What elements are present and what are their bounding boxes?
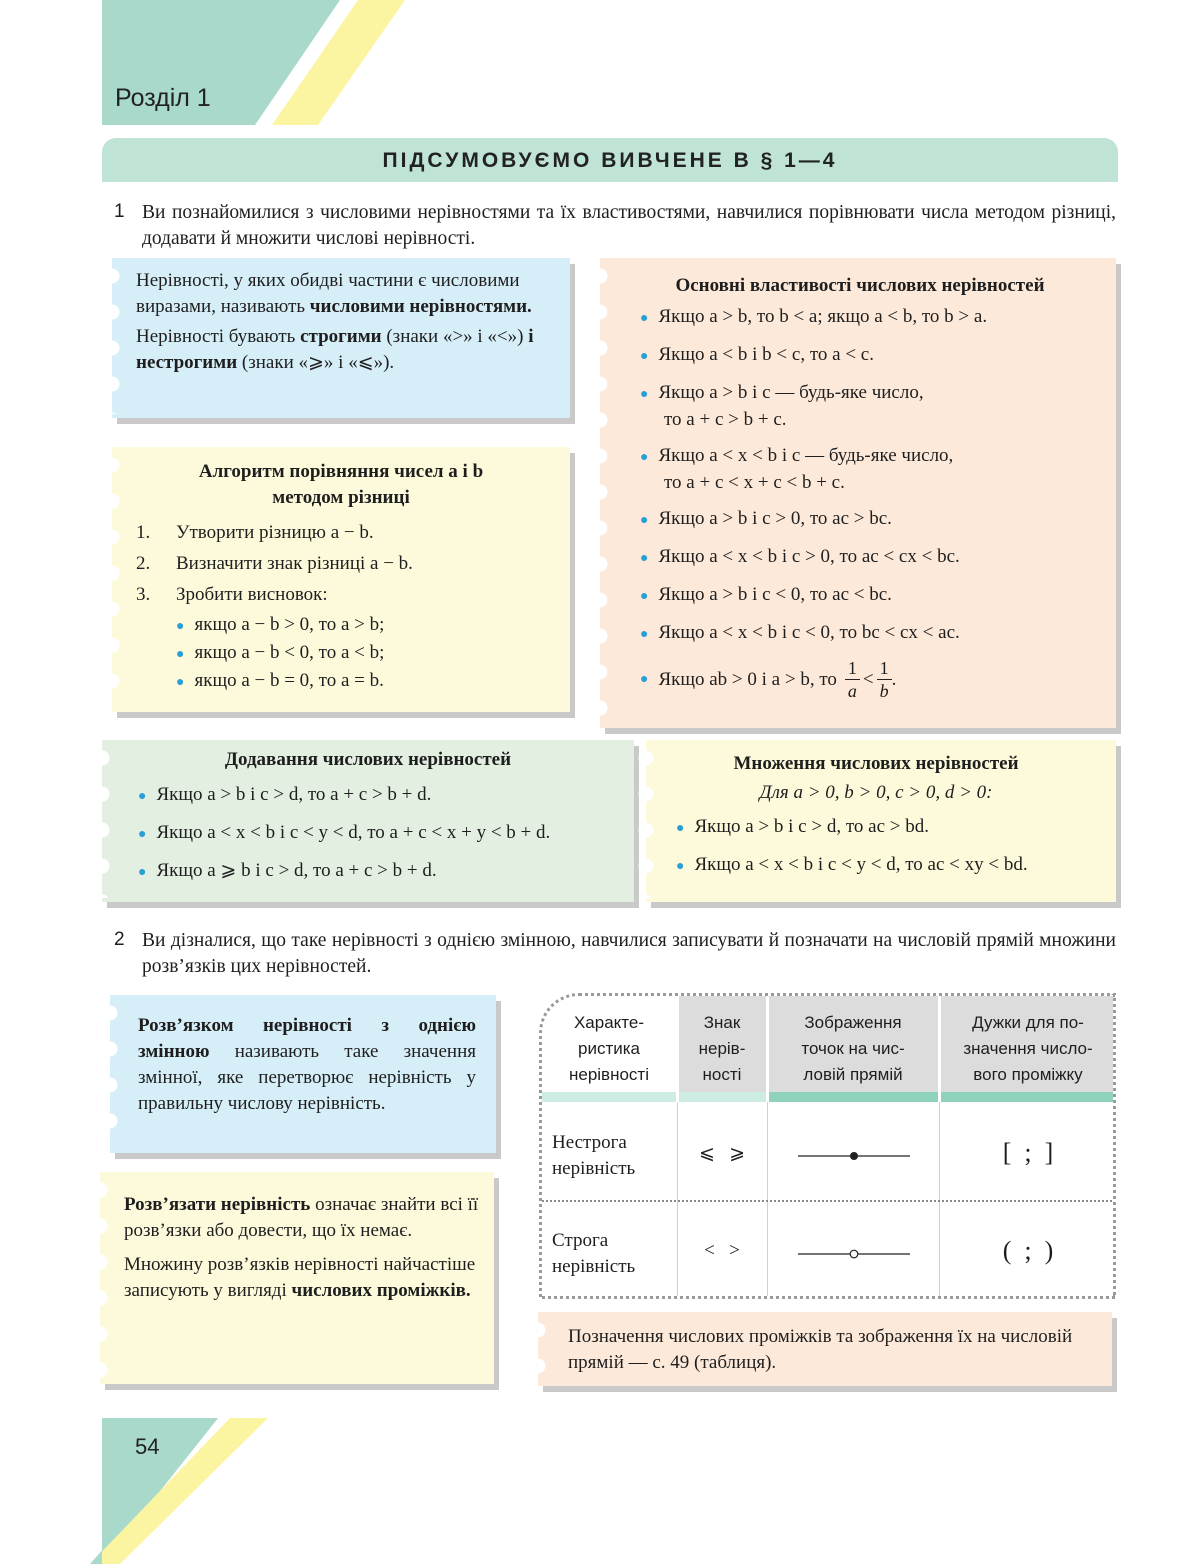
footer-decoration (0, 1418, 1190, 1564)
list-item-text: Якщо a > b і c < 0, то ac < bc. (658, 584, 892, 605)
solution-text: називають таке значення змінної, яке перетворює нерівність у правильну числову нерівність. (138, 1041, 476, 1114)
bullet-icon: ● (176, 619, 185, 634)
table-row-brackets: [ ; ] (1002, 1138, 1054, 1167)
bullet-icon: ● (640, 589, 649, 604)
list-item-text: Якщо a < x < b і c < y < d, то a + c < x + y < b + d. (156, 822, 551, 843)
multiplication-list (676, 814, 1116, 880)
list-item-text: Якщо a < x < b і c < 0, то bc < cx < ac. (658, 622, 960, 643)
algorithm-step (136, 517, 570, 548)
algorithm-card (112, 447, 570, 712)
step-number: 1. (136, 522, 151, 543)
fraction-denominator: a (847, 681, 857, 701)
list-item (640, 582, 1116, 609)
list-item-continuation: то a + c > b + c. (664, 409, 787, 430)
fraction-operator: < (862, 669, 874, 690)
table-header-cell: Зображення точок на чис- ловій прямій (801, 1013, 905, 1084)
properties-title: Основні властивості числових нерівностей (675, 275, 1045, 296)
fraction-1-over-b (877, 657, 892, 702)
list-item-text: якщо a − b = 0, то a = b. (194, 670, 384, 691)
step-number: 3. (136, 584, 151, 605)
table-row-name: Строга нерівність (552, 1230, 636, 1277)
fraction-numerator: 1 (845, 657, 860, 680)
solve-term-2: числових проміжків. (291, 1280, 471, 1301)
bullet-icon: ● (640, 311, 649, 326)
algorithm-conclusions (176, 612, 570, 696)
algorithm-step (136, 548, 570, 579)
def-term: числовими нерівностями. (309, 296, 532, 317)
table-row-signs: ⩽ ⩾ (698, 1143, 746, 1164)
addition-card (102, 740, 634, 902)
multiplication-card (646, 740, 1116, 902)
chapter-label: Розділ 1 (115, 84, 211, 112)
list-item (640, 506, 1116, 533)
table-header-cell: Дужки для по- значення число- вого проміжку (963, 1013, 1093, 1084)
bullet-icon: ● (640, 387, 649, 402)
algorithm-step (136, 579, 570, 610)
solution-definition-card (110, 995, 496, 1153)
table-header-rule-accent (768, 1092, 1116, 1102)
table-header-cell: Знак нерів- ності (698, 1013, 746, 1084)
fraction-numerator: 1 (877, 657, 892, 680)
bullet-icon: ● (640, 672, 649, 687)
list-item-text: Якщо a < x < b і c < y < d, то ac < xy < bd. (694, 854, 1028, 875)
properties-list (640, 304, 1116, 702)
list-item (176, 668, 570, 696)
list-item (676, 852, 1116, 880)
list-item (640, 443, 1116, 495)
bullet-icon: ● (676, 859, 685, 874)
bullet-icon: ● (640, 627, 649, 642)
bullet-icon: ● (176, 675, 185, 690)
list-item-text: Якщо a ⩾ b і c > d, то a + c > b + d. (156, 860, 437, 881)
bullet-icon: ● (176, 647, 185, 662)
list-item-text: Якщо a > b і c > d, то ac > bd. (694, 816, 929, 837)
fraction-1-over-a (845, 657, 860, 702)
table-row-brackets: ( ; ) (1002, 1236, 1054, 1265)
definition-card (112, 258, 570, 418)
def-text: Нерівності, у яких обидві частини є числовими виразами, називають (136, 270, 520, 317)
section-number: 2 (114, 929, 125, 950)
list-item (138, 820, 634, 848)
table-header-cell: Характе- ристика нерівності (568, 1013, 649, 1084)
algorithm-title-2: методом різниці (272, 487, 410, 508)
list-item-text: Якщо ab > 0 і a > b, то (658, 669, 837, 690)
multiplication-title: Множення числових нерівностей (733, 753, 1019, 774)
list-item (640, 304, 1116, 331)
list-item-text: Якщо a > b і c > 0, то ac > bc. (658, 508, 892, 529)
step-text: Визначити знак різниці a − b. (176, 553, 413, 574)
list-item-text: Якщо a < x < b і c > 0, то ac < cx < bc. (658, 546, 960, 567)
list-item (138, 782, 634, 810)
solve-term: Розв’язати нерівність (124, 1194, 311, 1215)
step-number: 2. (136, 553, 151, 574)
fraction-end: . (891, 669, 897, 690)
list-item-text: Якщо a > b і c — будь-яке число, (658, 382, 924, 403)
properties-card (600, 258, 1116, 728)
multiplication-condition: Для a > 0, b > 0, c > 0, d > 0: (759, 782, 993, 803)
algorithm-steps (136, 517, 570, 610)
list-item (640, 380, 1116, 432)
addition-title: Додавання числових нерівностей (224, 749, 512, 770)
list-item-text: Якщо a < x < b і c — будь-яке число, (658, 445, 954, 466)
algorithm-title-1: Алгоритм порівняння чисел a і b (198, 461, 484, 482)
page-title: ПІДСУМОВУЄМО ВИВЧЕНЕ В § 1—4 (382, 149, 838, 172)
list-item-text: Якщо a > b і c > d, то a + c > b + d. (156, 784, 432, 805)
solve-text-2: Множину розв’язків нерівності найчастіше записують у вигляді (124, 1254, 476, 1301)
bullet-icon: ● (640, 450, 649, 465)
page-number: 54 (135, 1434, 160, 1459)
list-item (640, 342, 1116, 369)
list-item (640, 620, 1116, 647)
fraction-denominator: b (879, 681, 889, 701)
def-text-4: (знаки «⩾» і «⩽»). (237, 352, 395, 373)
def-text-2: Нерівності бувають (136, 326, 301, 347)
row-divider (542, 1200, 1116, 1202)
list-item (676, 814, 1116, 842)
list-item (640, 544, 1116, 571)
list-item-text: якщо a − b > 0, то a > b; (194, 614, 385, 635)
step-text: Утворити різницю a − b. (176, 522, 374, 543)
open-point-icon (850, 1250, 858, 1258)
def-strict: строгими (300, 326, 382, 347)
solution-term: Розв’язком нерівності з однією змінною (138, 1015, 476, 1062)
bullet-icon: ● (138, 827, 147, 842)
list-item-text: якщо a − b < 0, то a < b; (194, 642, 385, 663)
def-text-3: (знаки «>» і «<») (381, 326, 529, 347)
step-text: Зробити висновок: (176, 584, 328, 605)
closed-point-icon (850, 1152, 858, 1160)
bullet-icon: ● (640, 513, 649, 528)
reference-note-card (538, 1312, 1112, 1386)
list-item (138, 858, 634, 886)
list-item-text: Якщо a < b і b < c, то a < c. (658, 344, 874, 365)
inequality-table (539, 993, 1116, 1299)
section-number: 1 (114, 201, 125, 222)
bullet-icon: ● (676, 821, 685, 836)
number-line-closed (768, 1136, 938, 1176)
list-item-text: Якщо a > b, то b < a; якщо a < b, то b > a. (658, 306, 988, 327)
list-item (176, 640, 570, 668)
list-item (176, 612, 570, 640)
table-row-name: Нестрога нерівність (552, 1132, 636, 1179)
solve-card (100, 1172, 494, 1384)
section-intro: Ви познайомилися з числовими нерівностями та їх властивостями, навчилися порівнювати числа методом різниці, додавати й множити числові нерівності. (142, 202, 1116, 249)
bullet-icon: ● (640, 349, 649, 364)
bullet-icon: ● (640, 551, 649, 566)
addition-list (138, 782, 634, 886)
solve-text: означає знайти всі її розв’язки або довести, що їх немає. (124, 1194, 479, 1241)
number-line-open (768, 1234, 938, 1274)
list-item-continuation: то a + c < x + c < b + c. (664, 472, 845, 493)
bullet-icon: ● (138, 865, 147, 880)
bullet-icon: ● (138, 789, 147, 804)
list-item (640, 657, 1116, 702)
table-row-signs: < > (704, 1240, 740, 1261)
def-nonstrict: і нестрогими (136, 326, 534, 373)
section-intro: Ви дізналися, що таке нерівності з однією змінною, навчилися записувати й позначати на числовій прямій множини розв’язків цих нерівностей. (142, 930, 1116, 977)
reference-note-text: Позначення числових проміжків та зображення їх на числовій прямій — с. 49 (таблиця). (568, 1326, 1073, 1373)
